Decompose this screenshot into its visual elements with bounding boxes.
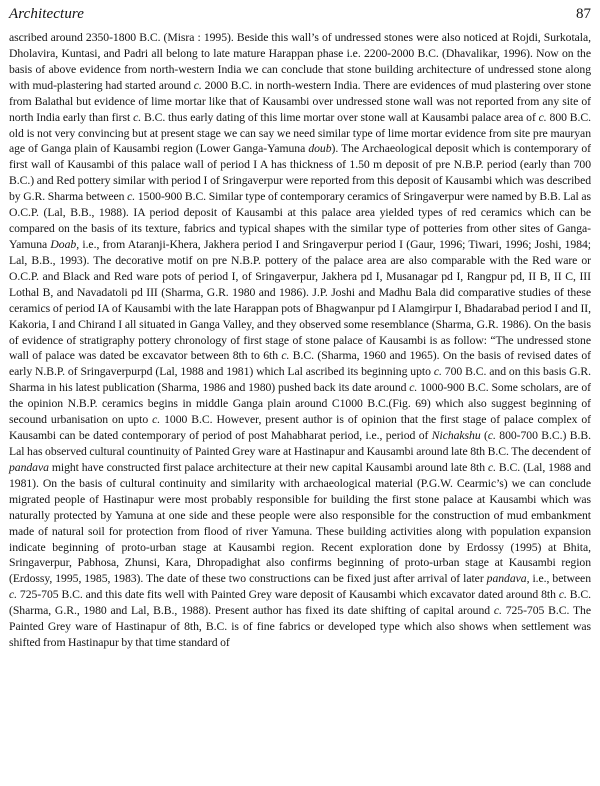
text-run: 725-705 B.C. and this date fits well with Painted Grey ware deposit of Kausambi which excavator dated around 8th (17, 588, 559, 602)
italic-term: c. (493, 604, 502, 618)
italic-term: pandava (9, 460, 49, 474)
text-run: 700 B.C. and on this basis G.R. Sharma in his latest publication (Sharma, 1986 and 1980) pushed back its date around (9, 365, 591, 395)
italic-term: c. (538, 110, 547, 124)
text-run: B.C. (Lal, 1988 and 1981). On the basis of cultural continuity and similarity with archaeological material (P.G.W. Cearmic’s) we can conclude migrated people of Hastinapur were most probably responsible for building the first stone palace at Kausambi which was naturally protected by Yamuna at one side and these people were also responsible for the construction of mud embankment made of natural soil for protection from flood of river Yamuna. These building activities along with population expansion indicate beginning of proto-urban stage at Kausambi region. Recent exploration done by Erdossy (1995) at Bhita, Sringaverpur, Pabhosa, Zhunsi, Kara, Dhropadighat also confirms beginning of proto-urban stage at Kausambi region (Erdossy, 1995, 1985, 1983). The date of these two constructions can be fixed just after arrival of later (9, 460, 591, 586)
text-run: B.C. (Sharma, G.R., 1980 and Lal, B.B., 1988). Present author has fixed its date shifting of capital around (9, 588, 591, 618)
text-run: 1000 B.C. However, present author is of opinion that the first stage of palace complex of Kausambi can be dated contemporary of period of post Mahabharat period, i.e., period of (9, 413, 591, 443)
text-run: might have constructed first palace architecture at their new capital Kausambi around late 8th (48, 460, 488, 474)
italic-term: Nichakshu (431, 429, 481, 443)
text-run: ). The Archaeological deposit which is contemporary of first wall of Kausambi of this palace wall of period I A has thickness of 1.50 m deposit of pre N.B.P. period (early than 700 B.C.) and Red pottery similar with period I of Sringaverpur were reported from this deposit of Kausambi which was described by G.R. Sharma between (9, 142, 591, 204)
running-header (9, 4, 591, 30)
text-run: B.C. (Sharma, 1960 and 1965). On the basis of revised dates of early N.B.P. of Sringaverpurpd (Lal, 1988 and 1981) which Lal ascribed its beginning upto (9, 349, 591, 379)
italic-term: c. (9, 588, 18, 602)
italic-term: c. (487, 429, 496, 443)
text-run: ascribed around 2350-1800 B.C. (Misra : 1995). Beside this wall’s of undressed stones were also noticed at Rojdi, Surkotala, Dholavira, Kuntasi, and Padri all belong to late mature Harappan phase i.e. 2200-2000 B.C. (Dhavalikar, 1996). Now on the basis of above evidence from north-western India we can conclude that stone building architecture of undressed stone along with mud-plastering had started around (9, 31, 591, 92)
italic-term: c. (193, 78, 202, 92)
text-run: i.e., from Ataranji-Khera, Jakhera period I and Sringaverpur period I (Gaur, 1996; Tiwari, 1996; Joshi, 1984; Lal, B.B., 1993). The decorative motif on pre N.B.P. pottery of the palace area are also comparable with the Red ware or O.C.P. and Black and Red ware pots of period I, of Sringaverpur, Jakhera pd I, Musanagar pd I, Rangpur pd, II B, II C, III Lothal B, and Navadatoli pd III (Sharma, G.R. 1980 and 1986). J.P. Joshi and Madhu Bala did comparative studies of these ceramics of period IA of Kausambi with the late Harappan pots of Bhagwanpur pd I Alamgirpur I, Bhadarabad period I and II, Kakoria, I and Chirand I all situated in Ganga Valley, and they observed some resemblance (Sharma, G.R. 1986). On the basis of evidence of stratigraphy pottery chronology of first stage of stone palace of Kausambi is as follow: “The undressed stone wall of palace was dated be excavator between 8th to 6th (9, 237, 591, 363)
italic-term: pandava, (486, 572, 530, 586)
text-run: i.e., between (529, 572, 591, 586)
text-run: 1500-900 B.C. Similar type of contemporary ceramics of Sringaverpur were named by B.B. Lal as O.C.P. (Lal, B.B., 1988). IA period deposit of Kausambi at this palace area yielded types of red ceramics which can be compared on the basis of its texture, fabrics and typical shapes with the similar type of potteries from other sites of Ganga-Yamuna (9, 190, 592, 251)
italic-term: c. (433, 365, 442, 379)
text-run: 725-705 B.C. The Painted Grey ware of Hastinapur of 8th, B.C. is of fine fabrics or developed type which also shows when settlement was shifted from Hastinapur by that time standard of (9, 604, 591, 650)
italic-term: c. (152, 413, 161, 427)
text-run: 800 B.C. old is not very convincing but at present stage we can say we need similar type of lime mortar evidence from site pre mauryan age of Ganga plain of Kausambi region (Lower Ganga-Yamuna (9, 110, 592, 156)
text-run: ( (480, 429, 488, 443)
section-title: Architecture (9, 6, 85, 22)
italic-term: c. (281, 349, 290, 363)
italic-term: c. (127, 190, 136, 204)
italic-term: Doab, (50, 237, 80, 251)
italic-term: doub (308, 142, 332, 156)
italic-term: c. (487, 460, 496, 474)
italic-term: c. (558, 588, 567, 602)
italic-term: c. (133, 110, 142, 124)
body-paragraph (9, 30, 591, 651)
page-number: 87 (576, 6, 591, 22)
italic-term: c. (409, 381, 418, 395)
text-run: 800-700 B.C.) B.B. Lal has observed cultural countinuity of Painted Grey ware at Hastinapur and Kausambi around late 8th B.C. The decendent of (9, 429, 591, 458)
text-run: 1000-900 B.C. Some scholars, are of the opinion N.B.P. ceramics begins in middle Ganga plain around C1000 B.C.(Fig. 69) which also suggest beginning of secound urbanisation on upto (9, 381, 591, 427)
text-run: B.C. thus early dating of this lime mortar over stone wall at Kausambi palace area of (141, 110, 539, 124)
text-run: 2000 B.C. in north-western India. There are evidences of mud plastering over stone from Balathal but evidence of lime mortar like that of Kausambi over undressed stone wall was not reported from any site of north India early than first (9, 78, 591, 124)
